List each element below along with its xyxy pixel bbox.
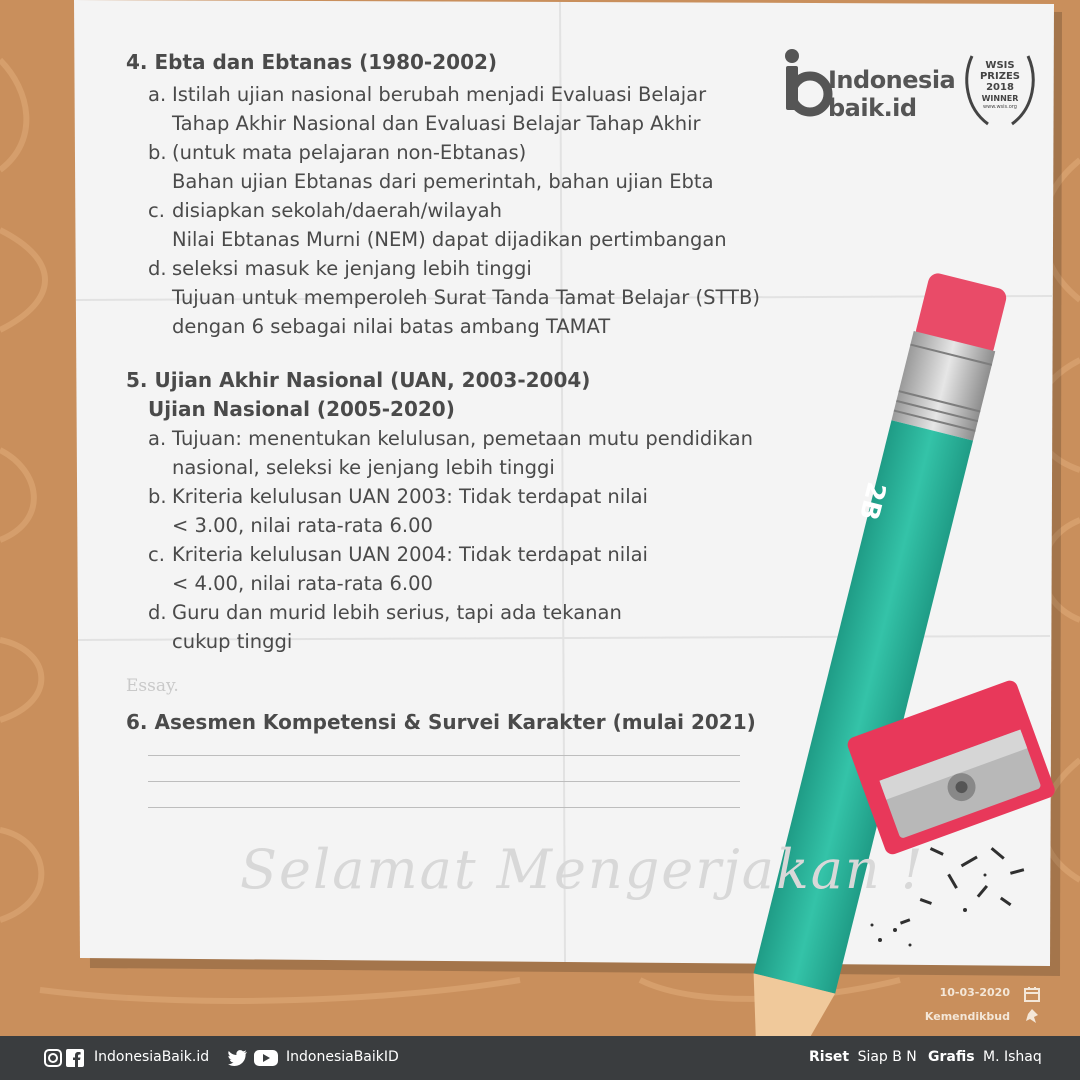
riset-label: Riset	[809, 1049, 850, 1065]
grafis-name: M. Ishaq	[983, 1049, 1042, 1065]
item-line: disiapkan sekolah/daerah/wilayah	[172, 199, 502, 222]
date-text: 10-03-2020	[939, 986, 1010, 999]
essay-label: Essay.	[126, 676, 179, 696]
section-4-title: 4. Ebta dan Ebtanas (1980-2002)	[126, 50, 498, 74]
item-marker: b.	[148, 141, 167, 164]
section-5-item-c	[148, 540, 648, 598]
source-label	[925, 1010, 1010, 1023]
credit-riset	[809, 1049, 917, 1065]
section-5-item-b	[148, 482, 648, 540]
section-5-item-a	[148, 424, 753, 482]
source-text: Kemendikbud	[924, 1010, 1010, 1023]
item-line: Guru dan murid lebih serius, tapi ada tekanan	[172, 601, 622, 624]
brand-name	[828, 66, 955, 122]
item-line: seleksi masuk ke jenjang lebih tinggi	[172, 257, 532, 280]
facebook-icon[interactable]	[66, 1049, 84, 1067]
section-4-item-b	[148, 138, 714, 196]
brand-line-1: Indonesia	[828, 66, 956, 94]
item-line: < 3.00, nilai rata-rata 6.00	[172, 514, 433, 537]
item-line: Tahap Akhir Nasional dan Evaluasi Belajar Tahap Akhir	[172, 112, 701, 135]
brand-line-2: baik.id	[828, 94, 917, 122]
answer-line-2	[148, 781, 740, 782]
pencil-grade-label: 2B	[852, 478, 892, 524]
section-5-item-d	[148, 598, 622, 656]
section-5-title: 5. Ujian Akhir Nasional (UAN, 2003-2004)	[126, 368, 591, 392]
item-line: < 4.00, nilai rata-rata 6.00	[172, 572, 433, 595]
item-line: Kriteria kelulusan UAN 2004: Tidak terdapat nilai	[172, 543, 648, 566]
source-icon	[1024, 1008, 1040, 1024]
award-year: 2018	[986, 82, 1014, 93]
item-marker: c.	[148, 543, 165, 566]
riset-name: Siap B N	[857, 1049, 917, 1065]
section-4-item-d	[148, 254, 760, 341]
item-line: Kriteria kelulusan UAN 2003: Tidak terdapat nilai	[172, 485, 648, 508]
wsis-award-badge	[962, 48, 1038, 130]
item-marker: d.	[148, 257, 167, 280]
item-marker: a.	[148, 427, 167, 450]
item-line: dengan 6 sebagai nilai batas ambang TAMAT	[172, 315, 611, 338]
item-line: nasional, seleksi ke jenjang lebih tinggi	[172, 456, 555, 479]
item-line: Istilah ujian nasional berubah menjadi Evaluasi Belajar	[172, 83, 707, 106]
section-4-item-a	[148, 80, 706, 138]
footer-handle-web[interactable]: IndonesiaBaik.id	[94, 1049, 210, 1065]
item-marker: d.	[148, 601, 167, 624]
instagram-icon[interactable]	[44, 1049, 62, 1067]
section-6-title: 6. Asesmen Kompetensi & Survei Karakter (mulai 2021)	[126, 710, 756, 734]
award-label: WINNER	[981, 94, 1019, 103]
item-line: cukup tinggi	[172, 630, 293, 653]
item-marker: b.	[148, 485, 167, 508]
section-4-item-c	[148, 196, 727, 254]
item-marker: a.	[148, 83, 167, 106]
credit-grafis	[928, 1049, 1042, 1065]
award-line-2: PRIZES	[979, 71, 1021, 82]
item-marker: c.	[148, 199, 165, 222]
youtube-icon[interactable]	[254, 1049, 278, 1067]
closing-message: Selamat Mengerjakan !	[240, 838, 925, 901]
twitter-icon[interactable]	[228, 1049, 248, 1067]
item-line: Tujuan: menentukan kelulusan, pemetaan mutu pendidikan	[172, 427, 753, 450]
section-5-subtitle: Ujian Nasional (2005-2020)	[148, 397, 455, 421]
footer-bar	[0, 1036, 1080, 1080]
date-stamp	[940, 986, 1010, 999]
item-line: Bahan ujian Ebtanas dari pemerintah, bahan ujian Ebta	[172, 170, 714, 193]
award-site: www.wsis.org	[983, 104, 1017, 110]
item-line: (untuk mata pelajaran non-Ebtanas)	[172, 141, 527, 164]
award-line-1: WSIS	[985, 60, 1015, 71]
item-line: Tujuan untuk memperoleh Surat Tanda Tamat Belajar (STTB)	[172, 286, 760, 309]
footer-handle-social[interactable]: IndonesiaBaikID	[286, 1049, 399, 1065]
grafis-label: Grafis	[928, 1049, 975, 1065]
answer-line-1	[148, 755, 740, 756]
calendar-icon	[1024, 986, 1040, 1002]
item-line: Nilai Ebtanas Murni (NEM) dapat dijadikan pertimbangan	[172, 228, 727, 251]
answer-line-3	[148, 807, 740, 808]
